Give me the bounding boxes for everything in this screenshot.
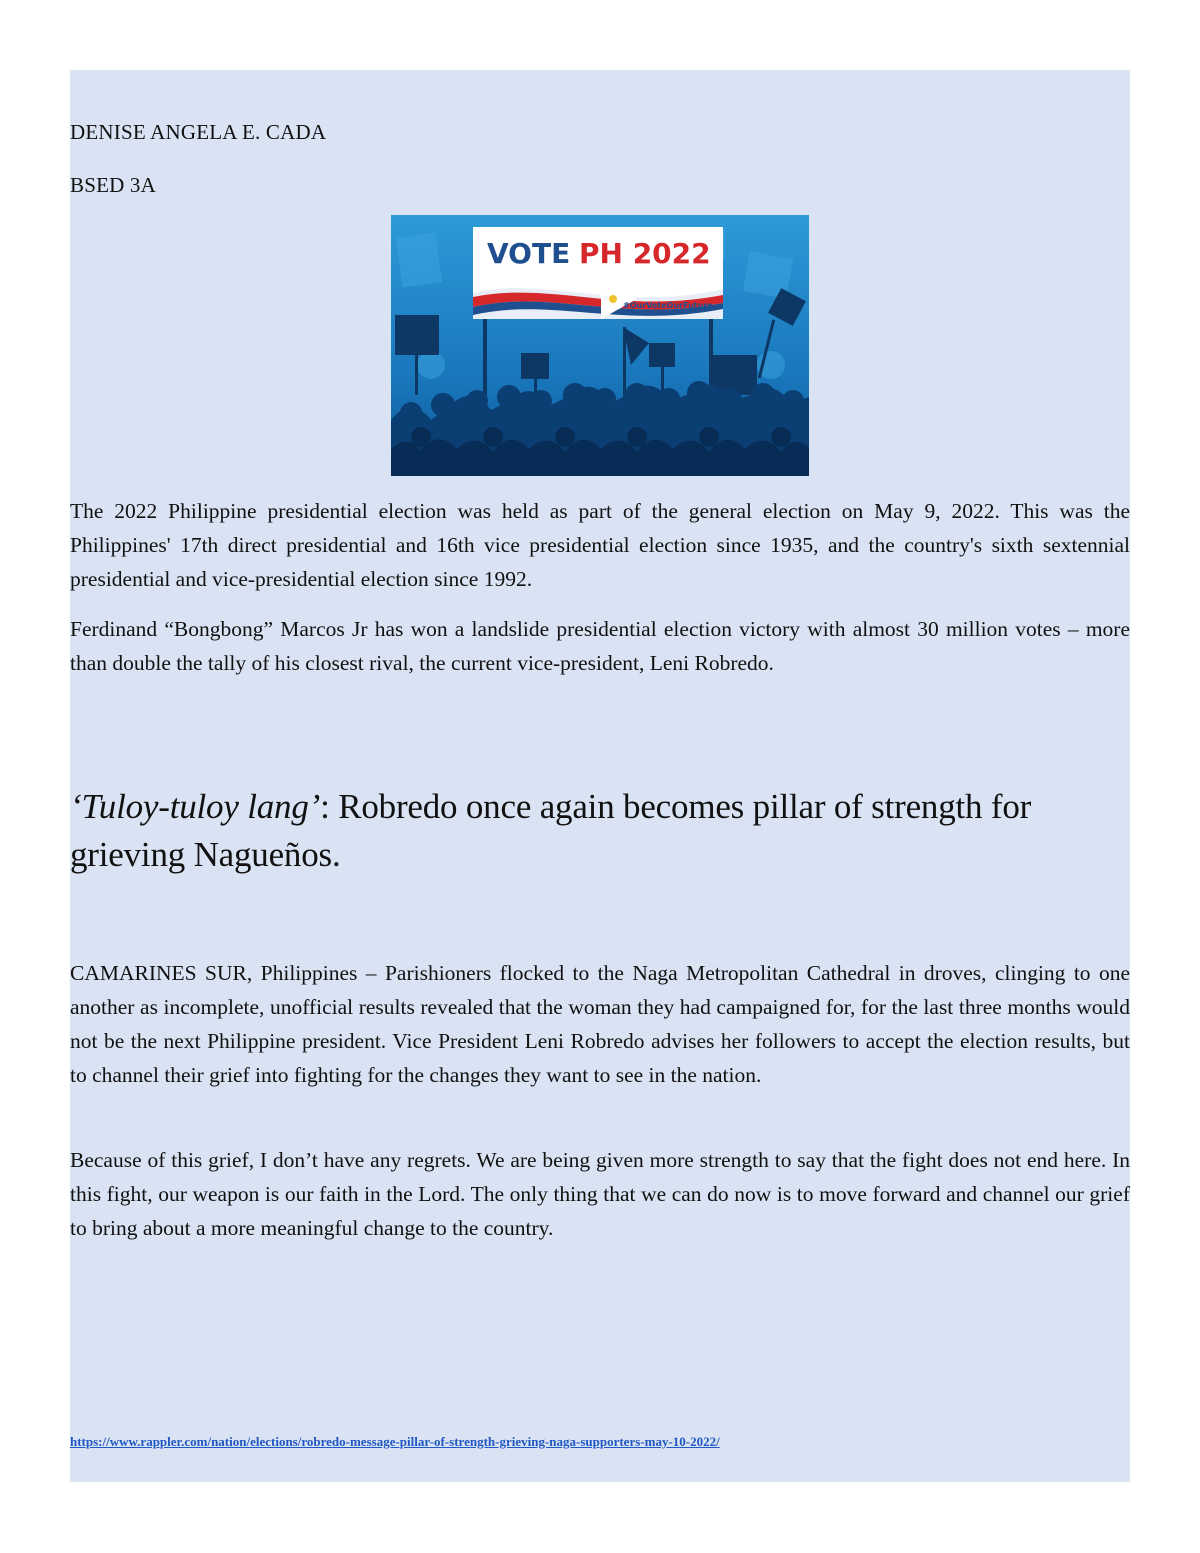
headline-rest: : Robredo once again becomes pillar of strength for grieving Nagueños. (70, 787, 1032, 874)
banner-hashtag: #OurVoteOurFuture (623, 301, 713, 310)
headline-italic-quote: ‘Tuloy-tuloy lang’ (70, 787, 321, 826)
banner-vote-text: VOTE (487, 237, 571, 270)
article-paragraph-2: Because of this grief, I don’t have any regrets. We are being given more strength to say that the fight does not end here. In this fight, our weapon is our faith in the Lord. The only thing that we can do now is to move forward and channel our grief to bring about a more meaningful change to the country. (70, 1148, 1130, 1240)
article-headline (70, 783, 1130, 879)
course-section: BSED 3A (70, 173, 156, 197)
intro-paragraph-2: Ferdinand “Bongbong” Marcos Jr has won a landslide presidential election victory with almost 30 million votes – more than double the tally of his closest rival, the current vice-president, Leni Robredo. (70, 617, 1130, 675)
author-name: DENISE ANGELA E. CADA (70, 120, 327, 144)
intro-paragraph-1: The 2022 Philippine presidential election was held as part of the general election on May 9, 2022. This was the Philippines' 17th direct presidential and 16th vice presidential election since 1935, and the country's sixth sextennial presidential and vice-presidential election since 1992. (70, 499, 1130, 591)
article-paragraph-1: CAMARINES SUR, Philippines – Parishioners flocked to the Naga Metropolitan Cathedral in droves, clinging to one another as incomplete, unofficial results revealed that the woman they had campaigned for, for the last three months would not be the next Philippine president. Vice President Leni Robredo advises her followers to accept the election results, but to channel their grief into fighting for the changes they want to see in the nation. (70, 961, 1130, 1087)
banner-ph-text: PH 2022 (579, 237, 711, 270)
source-url-link[interactable]: https://www.rappler.com/nation/elections/robredo-message-pillar-of-strength-grieving-naga-supporters-may-10-2022/ (70, 1434, 720, 1449)
vote-ph-2022-image (391, 215, 809, 476)
